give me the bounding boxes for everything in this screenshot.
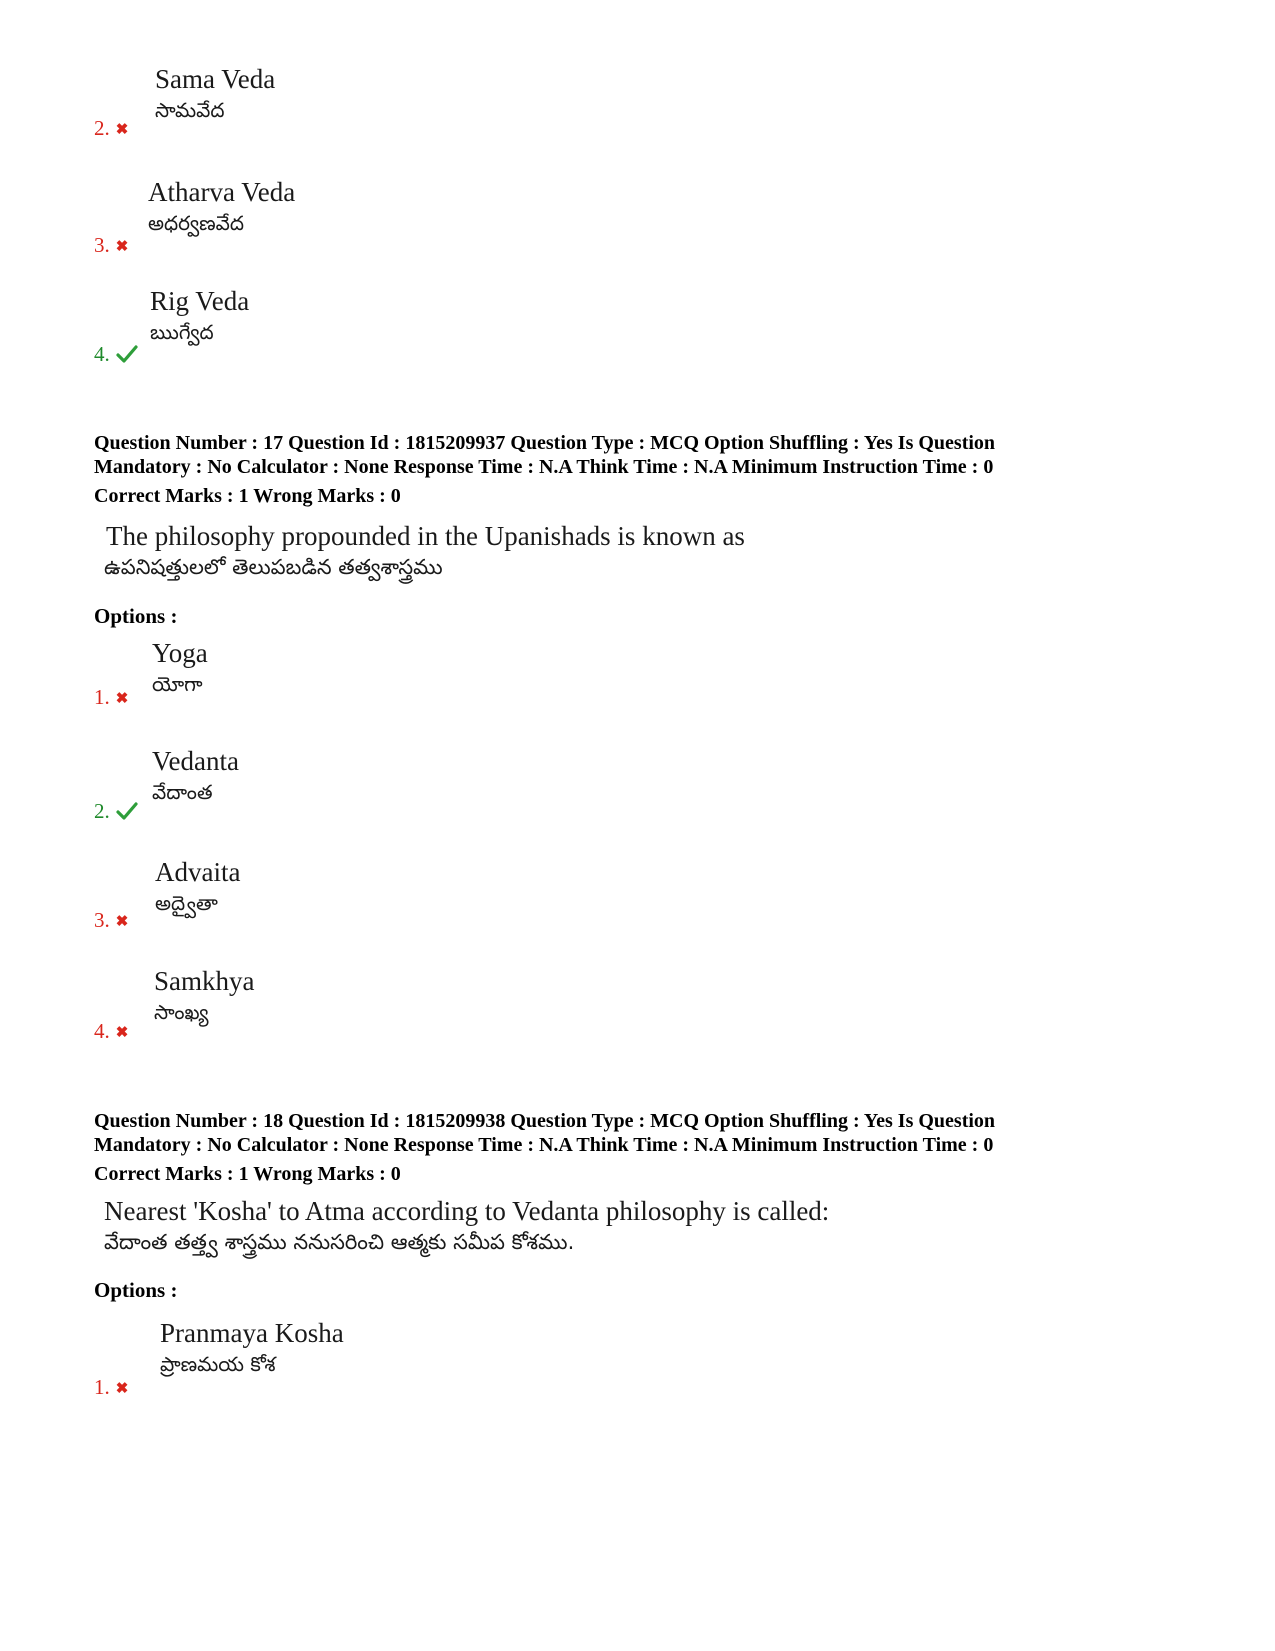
question-meta-line-1: Question Number : 17 Question Id : 1815209937 Question Type : MCQ Option Shuffling : Yes Is Question <box>94 432 996 454</box>
option-text-te: ఋగ్వేద <box>150 320 214 344</box>
check-icon <box>116 802 138 824</box>
cross-icon: ✖ <box>115 239 129 255</box>
question-marks: Correct Marks : 1 Wrong Marks : 0 <box>94 1163 401 1185</box>
option-number: 1. ✖ <box>94 685 129 709</box>
option-number: 2. ✖ <box>94 116 129 140</box>
question-meta-line-1: Question Number : 18 Question Id : 1815209938 Question Type : MCQ Option Shuffling : Yes Is Question <box>94 1110 996 1132</box>
option-text-en: Atharva Veda <box>148 177 296 207</box>
option-text-te: యోగా <box>152 672 203 696</box>
cross-icon: ✖ <box>115 691 129 707</box>
question-meta-line-2: Mandatory : No Calculator : None Response Time : N.A Think Time : N.A Minimum Instruction Time : 0 <box>94 456 994 478</box>
cross-icon: ✖ <box>115 914 129 930</box>
option-number: 3. ✖ <box>94 908 129 932</box>
option-text-en: Rig Veda <box>150 286 250 316</box>
option-number: 1. ✖ <box>94 1375 129 1399</box>
question-marks: Correct Marks : 1 Wrong Marks : 0 <box>94 485 401 507</box>
question-meta-line-2: Mandatory : No Calculator : None Response Time : N.A Think Time : N.A Minimum Instruction Time : 0 <box>94 1134 994 1156</box>
option-text-en: Pranmaya Kosha <box>160 1318 344 1348</box>
option-number: 2. <box>94 800 138 824</box>
question-text-en: The philosophy propounded in the Upanishads is known as <box>106 521 745 551</box>
option-text-te: సామవేద <box>155 98 225 122</box>
cross-icon: ✖ <box>115 1381 129 1397</box>
option-text-en: Yoga <box>152 638 208 668</box>
option-text-te: వేదాంత <box>152 780 213 804</box>
options-label: Options : <box>94 604 178 628</box>
cross-icon: ✖ <box>115 122 129 138</box>
options-label: Options : <box>94 1278 178 1302</box>
option-text-te: అద్వైతా <box>155 891 218 915</box>
option-text-en: Advaita <box>155 857 241 887</box>
question-text-en: Nearest 'Kosha' to Atma according to Vedanta philosophy is called: <box>104 1196 830 1226</box>
option-text-en: Samkhya <box>154 966 255 996</box>
option-text-en: Vedanta <box>152 746 239 776</box>
option-number: 3. ✖ <box>94 233 129 257</box>
option-text-te: ప్రాణమయ కోశ <box>160 1352 276 1376</box>
option-text-te: అధర్వణవేద <box>148 211 244 235</box>
option-number: 4. <box>94 343 138 367</box>
option-text-te: సాంఖ్య <box>154 1000 209 1024</box>
option-text-en: Sama Veda <box>155 64 276 94</box>
question-text-te: వేదాంత తత్త్వ శాస్త్రము ననుసరించి ఆత్మకు సమీప కోశము. <box>104 1230 575 1254</box>
cross-icon: ✖ <box>115 1025 129 1041</box>
option-number: 4. ✖ <box>94 1019 129 1043</box>
check-icon <box>116 345 138 367</box>
question-text-te: ఉపనిషత్తులలో తెలుపబడిన తత్వశాస్త్రము <box>104 555 443 579</box>
